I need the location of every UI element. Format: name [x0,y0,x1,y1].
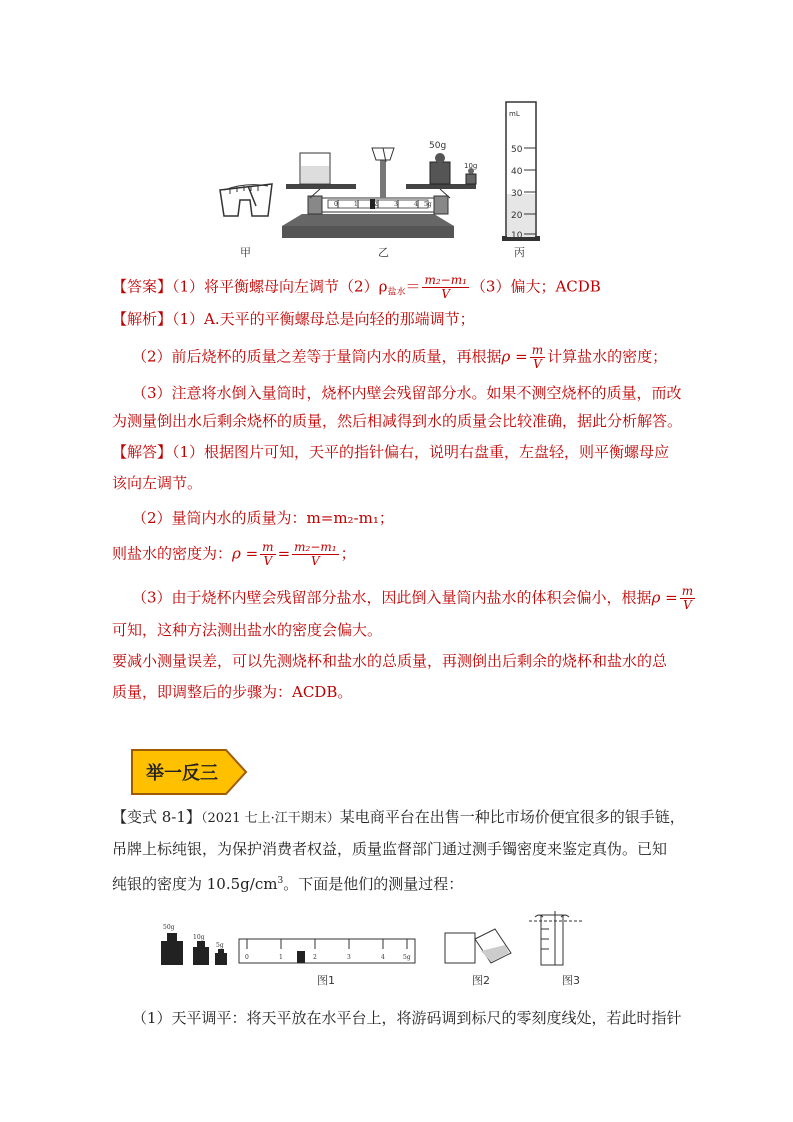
answer-part1: （1）将平衡螺母向左调节（2）ρ [172,277,388,296]
weight-50g-label: 50g [429,141,447,151]
solution-rho: ρ = [232,544,259,563]
pointer-scale [220,184,272,216]
answer-frac-den: V [441,287,451,301]
answer-eq: ＝ [405,277,421,296]
ruler-tick-1: 1 [354,201,358,208]
caption-fig3: 图3 [562,974,580,987]
solution-line4 [112,541,356,568]
caption-fig1: 图1 [317,974,335,987]
analysis-frac-num: m [531,343,544,357]
solution-eq: = [277,544,291,563]
ruler-tick-0: 0 [334,201,338,208]
solution-line3: （2）量筒内水的质量为：m=m₂-m₁； [132,509,394,527]
answer-frac-num: m₂−m₁ [424,273,467,287]
cylinder-tick-50: 50 [511,145,523,155]
section-banner [130,748,248,796]
analysis-line4: 为测量倒出水后剩余烧杯的质量，然后相减得到水的质量会比较准确，据此分析解答。 [112,412,683,430]
fig-weight-50g: 50g [163,924,175,931]
solution-frac1-den: V [263,554,273,568]
analysis-text1: （1）A.天平的平衡螺母总是向轻的那端调节； [172,310,475,328]
solution-frac3-den: V [683,598,692,612]
cylinder-tick-40: 40 [511,167,523,177]
fig-ruler-tick-4: 4 [381,954,385,961]
solution-rho3: ρ = [651,588,678,607]
ruler-tick-2: 2 [374,201,378,208]
cylinder-unit: mL [509,110,520,118]
balance-figure-svg [210,98,550,268]
label-bing: 丙 [514,246,525,259]
analysis-line2 [132,344,667,371]
fig-ruler-tick-5: 5g [403,954,411,961]
balance [282,148,476,238]
ruler [239,939,415,963]
ruler-tick-4: 4 [414,201,418,208]
solution-text1: （1）根据图片可知，天平的指针偏右，说明右盘重，左盘轻，则平衡螺母应 [172,443,670,461]
measurement-figure [155,905,585,990]
variant-tag: 【变式 8-1】 [112,808,201,826]
banner-text: 举一反三 [146,763,218,784]
solution-tag: 【解答】 [112,443,173,461]
ruler-tick-5: 5g [424,201,432,208]
caption-fig2: 图2 [472,974,490,987]
solution-line1 [112,441,669,463]
solution-text5a: （3）由于烧杯内壁会残留部分盐水，因此倒入量筒内盐水的体积会偏小，根据 [132,588,652,607]
label-yi: 乙 [378,246,389,259]
fig-ruler-tick-0: 0 [245,954,249,961]
variant-text3b: 。下面是他们的测量过程： [283,875,464,893]
solution-line8: 质量，即调整后的步骤为：ACDB。 [112,683,353,701]
analysis-frac-den: V [533,357,542,371]
answer-rho-sub: 盐水 [387,287,406,298]
solution-frac2-den: V [311,554,320,568]
solution-frac1-num: m [262,540,274,554]
solution-frac3-num: m [681,584,694,598]
analysis-line1 [112,308,475,330]
answer-part3: （3）偏大；ACDB [470,277,601,296]
variant-text3a: 纯银的密度为 10.5g/cm [112,875,278,893]
analysis-text2b: 计算盐水的密度； [547,347,668,366]
cylinder-overflow [529,911,583,965]
variant-line1 [112,806,685,830]
answer-tag: 【答案】 [112,277,173,296]
answer-line [112,274,601,304]
cylinder-tick-30: 30 [511,189,523,199]
measurement-figure-svg [155,905,585,990]
solution-line5 [132,585,697,612]
weight-10g-label: 10g [464,162,478,170]
variant-text1: 某电商平台在出售一种比市场价便宜很多的银手链， [339,808,685,826]
cube-beaker [445,929,511,963]
solution-frac2-num: m₂−m₁ [294,540,337,554]
solution-fraction3 [680,585,695,612]
fig-ruler-tick-2: 2 [313,954,317,961]
analysis-line3: （3）注意将水倒入量筒时，烧杯内壁会残留部分水。如果不测空烧杯的质量，而改 [132,384,682,402]
analysis-fraction [530,344,545,371]
analysis-text2a: （2）前后烧杯的质量之差等于量筒内水的质量，再根据 [132,347,502,366]
solution-fraction2 [292,541,338,568]
answer-fraction [422,274,468,301]
cylinder-tick-10: 10 [511,231,523,241]
fig-weight-10g: 10g [193,934,205,941]
solution-line6: 可知，这种方法测出盐水的密度会偏大。 [112,621,383,639]
solution-line2: 该向左调节。 [112,474,203,492]
variant-line2: 吊牌上标纯银，为保护消费者权益，质量监督部门通过测手镯密度来鉴定真伪。已知 [112,840,668,858]
solution-line7: 要减小测量误差，可以先测烧杯和盐水的总质量，再测倒出后剩余的烧杯和盐水的总 [112,652,668,670]
balance-figure [210,98,550,268]
ruler-tick-3: 3 [394,201,398,208]
label-jia: 甲 [240,246,251,259]
variant-line3 [112,870,463,895]
cylinder-tick-20: 20 [511,211,523,221]
banner-shape [130,748,248,796]
fig-ruler-tick-1: 1 [279,954,283,961]
fig-ruler-tick-3: 3 [347,954,351,961]
solution-fraction1 [260,541,275,568]
solution-text4b: ； [340,544,356,563]
fig-weight-5g: 5g [216,942,224,949]
analysis-tag: 【解析】 [112,310,173,328]
variant-source: （2021 七上·江干期末） [200,811,340,826]
variant-line4: （1）天平调平：将天平放在水平台上，将游码调到标尺的零刻度线处，若此时指针 [132,1009,682,1027]
variant-sup: 3 [277,876,284,886]
analysis-rho: ρ = [501,347,528,366]
solution-text4a: 则盐水的密度为： [112,544,233,563]
